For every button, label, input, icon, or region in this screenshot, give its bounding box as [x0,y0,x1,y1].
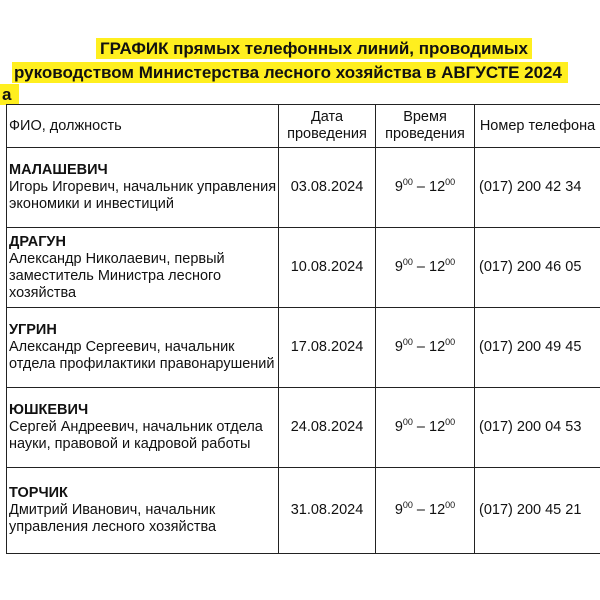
person-surname: УГРИН [9,322,57,338]
time-cell: $9^{00} - 12^{00}$ [376,148,475,228]
person-surname: ДРАГУН [9,233,66,250]
phone-cell: (017) 200 42 34 [475,148,600,228]
person-surname: МАЛАШЕВИЧ [9,162,108,178]
person-cell [7,148,279,228]
header-time: Время проведения [376,105,475,148]
date-cell: 03.08.2024 [279,148,376,228]
person-cell [7,308,279,388]
person-details: Александр Николаевич, первый заместитель Министра лесного хозяйства [9,250,225,301]
time-cell: $9^{00} - 12^{00}$ [376,228,475,308]
title-line-2: руководством Министерства лесного хозяйства в АВГУСТЕ 2024 [12,62,568,83]
table-row [7,388,600,468]
title-line-1: ГРАФИК прямых телефонных линий, проводимых [96,38,532,59]
header-phone: Номер телефона [475,105,600,148]
table-row [7,228,600,308]
person-details: Александр Сергеевич, начальник отдела профилактики правонарушений [9,339,275,372]
time-cell: $9^{00} - 12^{00}$ [376,388,475,468]
person-details: Сергей Андреевич, начальник отдела науки, правовой и кадровой работы [9,419,263,452]
phone-cell: (017) 200 46 05 [475,228,600,308]
person-cell [7,388,279,468]
date-cell: 10.08.2024 [279,228,376,308]
person-details: Игорь Игоревич, начальник управления экономики и инвестиций [9,179,277,212]
date-cell: 24.08.2024 [279,388,376,468]
phone-cell: (017) 200 04 53 [475,388,600,468]
person-details: Дмитрий Иванович, начальник управления лесного хозяйства [9,502,217,535]
header-name: ФИО, должность [7,105,279,148]
person-surname: ТОРЧИК [9,485,68,501]
date-cell: 31.08.2024 [279,468,376,554]
schedule-table [6,104,600,554]
table-row [7,148,600,228]
date-cell: 17.08.2024 [279,308,376,388]
title-line-3: а [0,84,19,105]
time-cell: $9^{00} - 12^{00}$ [376,308,475,388]
person-surname: ЮШКЕВИЧ [9,402,89,418]
header-date: Дата проведения [279,105,376,148]
table-header-row [7,105,600,148]
person-cell [7,468,279,554]
phone-cell: (017) 200 49 45 [475,308,600,388]
phone-cell: (017) 200 45 21 [475,468,600,554]
table-row [7,308,600,388]
table-row [7,468,600,554]
person-cell [7,228,279,308]
time-cell: $9^{00} - 12^{00}$ [376,468,475,554]
